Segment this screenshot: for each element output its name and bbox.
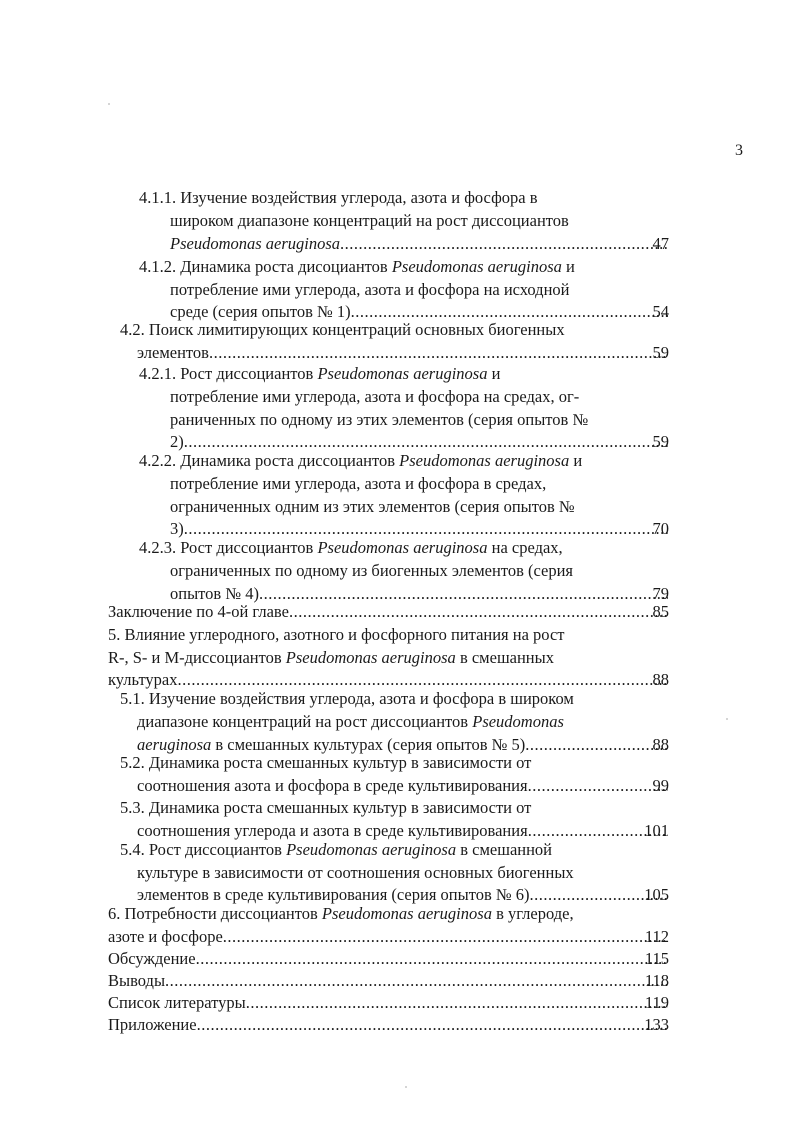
dot-leader: [196, 948, 668, 970]
text-fragment: Заключение по 4-ой главе: [108, 602, 289, 621]
text-fragment: элементов: [137, 343, 209, 362]
text-fragment: среде (серия опытов № 1): [170, 302, 351, 321]
text-fragment: Выводы: [108, 971, 166, 990]
text-fragment: 6. Потребности диссоциантов: [108, 904, 322, 923]
text-fragment: и: [569, 451, 583, 470]
toc-line: [108, 992, 668, 1014]
toc-line: [120, 797, 531, 819]
toc-line-text: [120, 319, 565, 341]
toc-line-text: [170, 279, 569, 301]
toc-line: [139, 363, 500, 385]
toc-page-number: 88: [652, 670, 669, 689]
toc-line-text: [170, 496, 575, 518]
toc-line: [170, 496, 575, 518]
toc-line: [170, 233, 668, 255]
toc-line: [137, 342, 668, 364]
text-fragment: потребление ими углерода, азота и фосфора на средах, ог-: [170, 387, 580, 406]
text-fragment: Обсуждение: [108, 949, 196, 968]
text-fragment: в смешанной: [456, 840, 553, 859]
toc-line-text: [108, 601, 289, 623]
toc-page-number: 59: [652, 343, 669, 362]
toc-line: [108, 1014, 668, 1036]
toc-line-text: [108, 948, 196, 970]
dot-leader: [340, 233, 668, 255]
toc-line-text: [170, 210, 569, 232]
dot-leader: [289, 601, 668, 623]
text-fragment: и: [487, 364, 501, 383]
toc-line: [170, 409, 588, 431]
toc-line: [139, 256, 575, 278]
text-fragment: диапазоне концентраций на рост диссоциантов: [137, 712, 473, 731]
toc-page-number: 118: [644, 971, 669, 990]
toc-line-text: [108, 624, 565, 646]
toc-line: [137, 775, 668, 797]
toc-page-number: 79: [652, 584, 669, 603]
toc-page-number: 59: [652, 432, 669, 451]
toc-line-text: [137, 862, 574, 884]
toc-line: [108, 647, 554, 669]
text-fragment: R-, S- и M-диссоциантов: [108, 648, 286, 667]
text-fragment: Список литературы: [108, 993, 246, 1012]
text-fragment: 4.2.2. Динамика роста диссоциантов: [139, 451, 400, 470]
toc-line: [108, 948, 668, 970]
text-fragment: соотношения углерода и азота в среде культивирования: [137, 821, 528, 840]
species-name: Pseudomonas aeruginosa: [399, 451, 570, 470]
text-fragment: 5.2. Динамика роста смешанных культур в зависимости от: [120, 753, 532, 772]
toc-line-text: [170, 560, 573, 582]
toc-line-text: [139, 187, 538, 209]
species-name: Pseudomonas aeruginosa: [391, 257, 562, 276]
toc-line: [108, 624, 565, 646]
toc-line-text: [170, 473, 546, 495]
toc-line-text: [120, 688, 574, 710]
toc-page-number: 88: [652, 735, 669, 754]
toc-line-text: [139, 450, 582, 472]
dot-leader: [223, 926, 668, 948]
text-fragment: на средах,: [487, 538, 563, 557]
toc-line-text: [170, 409, 588, 431]
text-fragment: 4.2.3. Рост диссоциантов: [139, 538, 318, 557]
toc-line-text: [137, 711, 564, 733]
toc-line-text: [170, 386, 579, 408]
text-fragment: потребление ими углерода, азота и фосфора в средах,: [170, 474, 547, 493]
toc-page-number: 70: [652, 519, 669, 538]
toc-line: [137, 862, 574, 884]
text-fragment: азоте и фосфоре: [108, 927, 223, 946]
text-fragment: 4.2.1. Рост диссоциантов: [139, 364, 318, 383]
toc-line-text: [108, 903, 574, 925]
text-fragment: и: [561, 257, 575, 276]
species-name: aeruginosa: [137, 735, 212, 754]
text-fragment: 3): [170, 519, 184, 538]
toc-line-text: [120, 839, 552, 861]
species-name: Pseudomonas aeruginosa: [285, 648, 456, 667]
toc-line-text: [139, 256, 575, 278]
toc-page-number: 112: [644, 927, 669, 946]
text-fragment: соотношения азота и фосфора в среде культивирования: [137, 776, 528, 795]
text-fragment: 4.1.2. Динамика роста дисоциантов: [139, 257, 392, 276]
text-fragment: культуре в зависимости от соотношения основных биогенных: [137, 863, 574, 882]
dot-leader: [197, 1014, 668, 1036]
toc-page-number: 85: [652, 602, 669, 621]
toc-line: [170, 279, 569, 301]
species-name: Pseudomonas aeruginosa: [170, 234, 341, 253]
scan-speck: [726, 718, 728, 720]
toc-line: [120, 839, 552, 861]
text-fragment: элементов в среде культивирования (серия опытов № 6): [137, 885, 530, 904]
toc-page-number: 47: [652, 234, 669, 253]
toc-page-number: 133: [644, 1015, 669, 1034]
toc-page-number: 101: [644, 821, 669, 840]
toc-line-text: [108, 1014, 197, 1036]
text-fragment: 4.2. Поиск лимитирующих концентраций основных биогенных: [120, 320, 565, 339]
toc-line: [120, 752, 531, 774]
text-fragment: 5.4. Рост диссоциантов: [120, 840, 287, 859]
text-fragment: ограниченных одним из этих элементов (серия опытов №: [170, 497, 575, 516]
toc-page-number: 99: [652, 776, 669, 795]
toc-line-text: [108, 970, 165, 992]
toc-line-text: [120, 752, 531, 774]
dot-leader: [209, 342, 668, 364]
page-number: 3: [735, 142, 743, 159]
toc-line: [170, 386, 579, 408]
toc-line: [139, 450, 582, 472]
text-fragment: в смешанных культурах (серия опытов № 5): [211, 735, 526, 754]
toc-line: [108, 903, 574, 925]
text-fragment: ограниченных по одному из биогенных элементов (серия: [170, 561, 574, 580]
text-fragment: 5. Влияние углеродного, азотного и фосфорного питания на рост: [108, 625, 565, 644]
toc-line-text: [137, 342, 209, 364]
toc-line: [108, 926, 668, 948]
species-name: Pseudomonas aeruginosa: [317, 364, 488, 383]
species-name: Pseudomonas aeruginosa: [286, 840, 457, 859]
text-fragment: раниченных по одному из этих элементов (серия опытов №: [170, 410, 589, 429]
toc-line: [108, 970, 668, 992]
toc-line-text: [170, 233, 340, 255]
toc-line-text: [108, 647, 554, 669]
toc-line: [120, 319, 565, 341]
toc-line: [137, 711, 564, 733]
toc-line: [170, 473, 546, 495]
toc-line-text: [137, 775, 528, 797]
text-fragment: широком диапазоне концентраций на рост диссоциантов: [170, 211, 569, 230]
scan-speck: [405, 1086, 407, 1088]
toc-line: [120, 688, 574, 710]
toc-line-text: [139, 363, 500, 385]
toc-line: [170, 560, 573, 582]
text-fragment: в смешанных: [455, 648, 554, 667]
toc-line-text: [108, 992, 246, 1014]
text-fragment: в углероде,: [491, 904, 574, 923]
toc-line-text: [120, 797, 531, 819]
text-fragment: культурах: [108, 670, 178, 689]
dot-leader: [165, 970, 668, 992]
toc-line: [170, 210, 569, 232]
text-fragment: 5.1. Изучение воздействия углерода, азота и фосфора в широком: [120, 689, 574, 708]
toc-page-number: 115: [644, 949, 669, 968]
dot-leader: [246, 992, 668, 1014]
text-fragment: опытов № 4): [170, 584, 259, 603]
toc-page-number: 119: [644, 993, 669, 1012]
text-fragment: Приложение: [108, 1015, 197, 1034]
toc-line: [139, 537, 563, 559]
toc-page-number: 54: [652, 302, 669, 321]
toc-line: [139, 187, 538, 209]
text-fragment: 4.1.1. Изучение воздействия углерода, азота и фосфора в: [139, 188, 538, 207]
species-name: Pseudomonas aeruginosa: [321, 904, 492, 923]
text-fragment: 5.3. Динамика роста смешанных культур в зависимости от: [120, 798, 532, 817]
toc-line: [108, 601, 668, 623]
scan-speck: [108, 103, 110, 105]
toc-line-text: [108, 926, 223, 948]
text-fragment: потребление ими углерода, азота и фосфора на исходной: [170, 280, 570, 299]
toc-page-number: 105: [644, 885, 669, 904]
species-name: Pseudomonas: [472, 712, 564, 731]
species-name: Pseudomonas aeruginosa: [317, 538, 488, 557]
text-fragment: 2): [170, 432, 184, 451]
toc-line-text: [139, 537, 563, 559]
